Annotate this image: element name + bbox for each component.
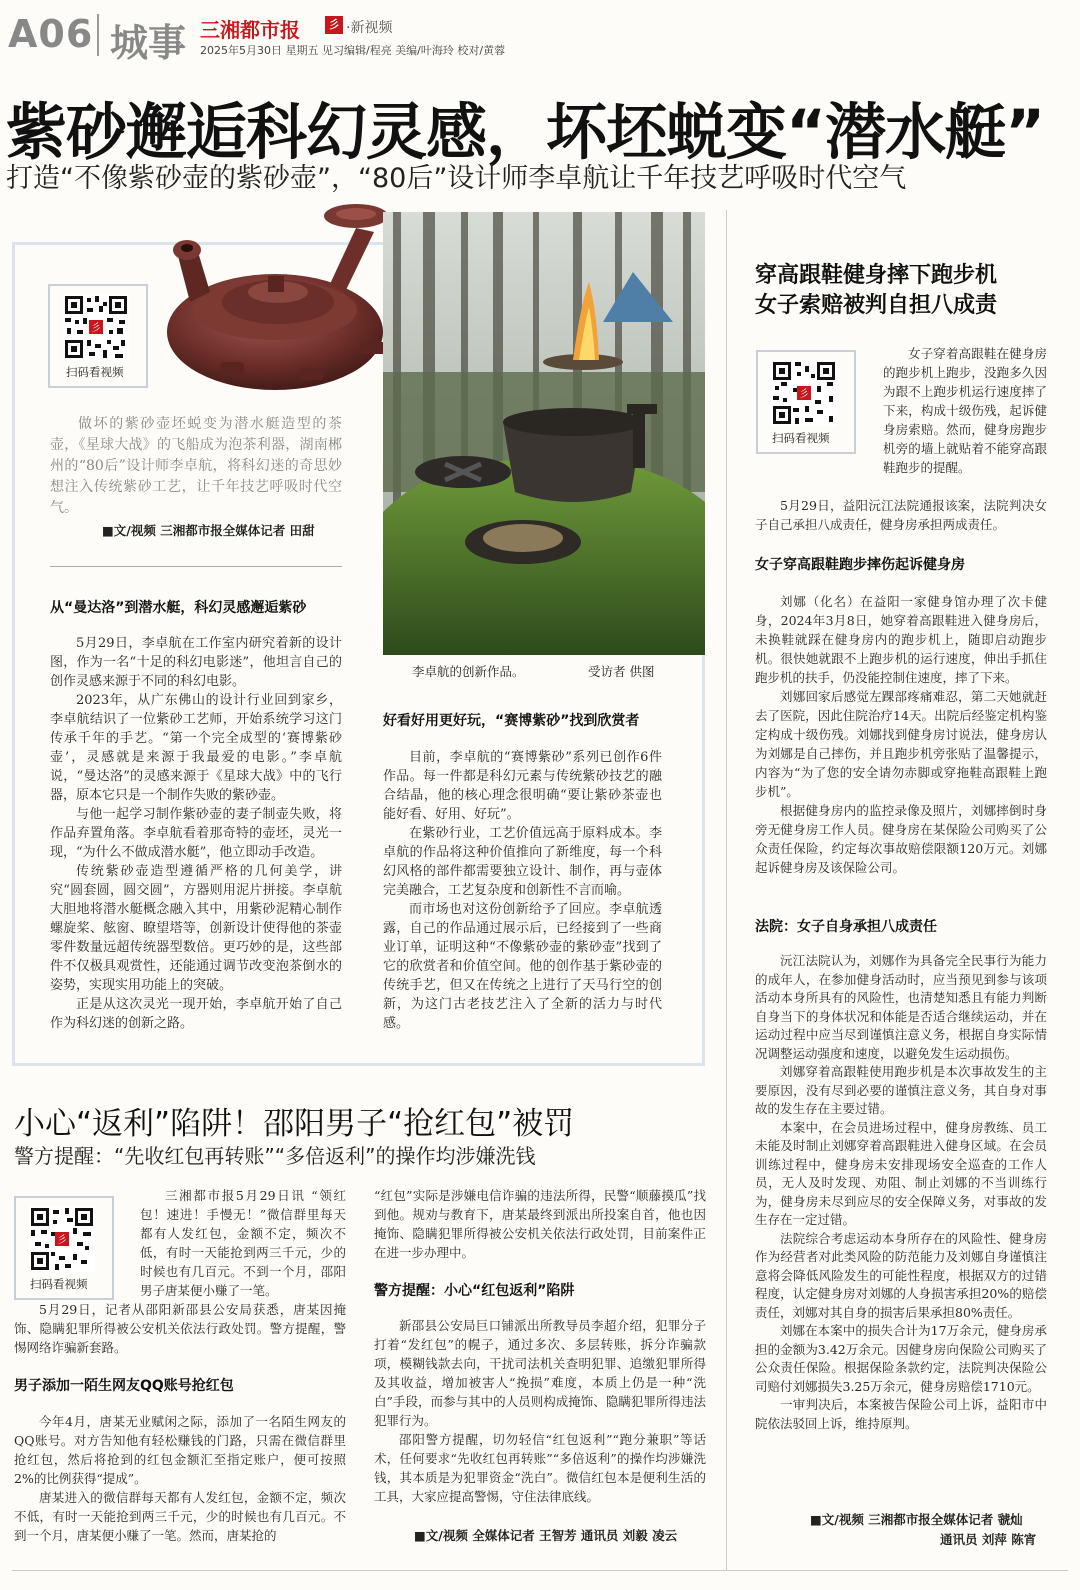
right-lead-top [883, 344, 1047, 477]
brand-name: 三湘都市报 [200, 18, 300, 42]
lower-col2-top [374, 1186, 706, 1262]
paragraph: 唐某进入的微信群每天都有人发红包，金额不定，频次不低，有时一天能抢到两三千元，少的时候也有几百元。不到一个月，唐某便小赚了一笔。然而，唐某抢的 [14, 1490, 346, 1543]
paragraph: 根据健身房内的监控录像及照片，刘娜摔倒时身旁无健身房工作人员。健身房在某保险公司购买了公众责任保险，约定每次事故赔偿限额120万元。刘娜起诉健身房及该保险公司。 [755, 803, 1047, 875]
main-byline: ■文/视频 三湘都市报全媒体记者 田甜 [102, 523, 315, 538]
divider [50, 566, 342, 567]
svg-text:彡: 彡 [799, 389, 809, 400]
page-bottom-rule [12, 1570, 1068, 1571]
right-byline-2: 通讯员 刘萍 陈宵 [940, 1532, 1037, 1547]
right-lead-bottom [755, 496, 1047, 534]
qr-code-icon [771, 360, 837, 426]
paragraph: 目前，李卓航的“赛博紫砂”系列已创作6件作品。每一件都是科幻元素与传统紫砂技艺的融合结晶，他的核心理念很明确“要让紫砂茶壶也能好看、好用、好玩”。 [383, 750, 662, 822]
paragraph: 今年4月，唐某无业赋闲之际，添加了一名陌生网友的QQ账号。对方告知他有轻松赚钱的门路，只需在微信群里抢红包，然后将抢到的红包金额汇至指定账户，便可按照2%的比例获得“提成”。 [14, 1414, 346, 1486]
paragraph: 本案中，在会员进场过程中，健身房教练、员工未能及时制止刘娜穿着高跟鞋进入健身区域。在会员训练过程中，健身房未安排现场安全巡查的工作人员，无人及时发现、劝阻、制止刘娜的不当训练行为，健身房未尽到应尽的安全保障义务，对事故的发生存在一定过错。 [755, 1119, 1047, 1227]
paragraph: 女子穿着高跟鞋在健身房的跑步机上跑步，没跑多久因为跟不上跑步机运行速度摔了下来，构成十级伤残，起诉健身房索赔。然而，健身房跑步机旁的墙上就贴着不能穿高跟鞋跑步的提醒。 [883, 346, 1047, 475]
paragraph: 5月29日，益阳沅江法院通报该案，法院判决女子自己承担八成责任，健身房承担两成责任。 [755, 498, 1047, 532]
paragraph: 5月29日，李卓航在工作室内研究着新的设计图，作为一名“十足的科幻电影迷”，他坦言自己的创作灵感来源于不同的科幻电影。 [50, 636, 342, 689]
page-number: A06 [8, 12, 94, 56]
main-subheadline: 打造“不像紫砂壶的紫砂壶”，“80后”设计师李卓航让千年技艺呼吸时代空气 [6, 163, 907, 194]
lower-section2-body [374, 1316, 706, 1506]
lower-section1-heading: 男子添加一陌生网友QQ账号抢红包 [14, 1378, 234, 1394]
paragraph: 刘娜回家后感觉左踝部疼痛难忍，第二天她就赶去了医院，因此住院治疗14天。出院后经鉴定机构鉴定构成十级伤残。刘娜找到健身房讨说法，健身房认为刘娜是自己摔伤，并且跑步机旁张贴了温馨提示，内容为“为了您的安全请勿赤脚或穿拖鞋高跟鞋上跑步机”。 [755, 689, 1047, 799]
photo-credit: 受访者 供图 [588, 664, 655, 679]
qr-label: 扫码看视频 [30, 1277, 88, 1291]
paragraph: 而市场也对这份创新给予了回应。李卓航透露，自己的作品通过展示后，已经接到了一些商业订单，证明这种“不像紫砂壶的紫砂壶”找到了它的欣赏者和价值空间。他的创作基于紫砂壶的传统手艺，但又在传统之上进行了天马行空的创新，为这门古老技艺注入了全新的活力与时代感。 [383, 902, 662, 1031]
paragraph: 5月29日，记者从邵阳新邵县公安局获悉，唐某因掩饰、隐瞒犯罪所得被公安机关依法行政处罚。警方提醒，警惕网络诈骗新套路。 [14, 1302, 346, 1355]
paragraph: 三湘都市报5月29日讯 “领红包！速进！手慢无！”微信群里每天都有人发红包，金额不定，频次不低，有时一天能抢到两三千元，少的时候也有几百元。不到一个月，邵阳男子唐某便小赚了一笔。 [140, 1188, 346, 1298]
main-headline: 紫砂邂逅科幻灵感，坏坯蜕变“潜水艇” [6, 97, 1045, 168]
headline-line: 穿高跟鞋健身摔下跑步机 [755, 263, 998, 288]
product-photo [383, 212, 705, 655]
right-section2-heading: 法院：女子自身承担八成责任 [755, 919, 937, 935]
qr-code-icon [29, 1206, 95, 1272]
qr-code-icon [63, 294, 129, 360]
qr-label: 扫码看视频 [772, 431, 830, 445]
column-divider [726, 210, 727, 1570]
right-section1-heading: 女子穿高跟鞋跑步摔伤起诉健身房 [755, 557, 965, 573]
paragraph: 正是从这次灵光一现开始，李卓航开始了自己作为科幻迷的创新之路。 [50, 997, 342, 1031]
lower-section1-body [14, 1412, 346, 1545]
lower-qr-block[interactable] [14, 1196, 114, 1300]
paragraph: 刘娜穿着高跟鞋使用跑步机是本次事故发生的主要原因，没有尽到必要的谨慎注意义务，其自身对事故的发生存在主要过错。 [755, 1064, 1047, 1116]
main-section1-body [50, 634, 342, 1033]
paragraph: 新邵县公安局巨口铺派出所教导员李超介绍，犯罪分子打着“发红包”的幌子，通过多次、多层转账，拆分诈骗款项，模糊钱款去向，干扰司法机关查明犯罪、追缴犯罪所得及其收益，增加被害人“挽损”难度，本质上仍是一种“洗白”手段，而参与其中的人员则构成掩饰、隐瞒犯罪所得违法犯罪行为。 [374, 1318, 706, 1428]
right-section2-body [755, 952, 1047, 1433]
right-byline: ■文/视频 三湘都市报全媒体记者 虢灿 [810, 1512, 1023, 1527]
brand-logo-icon: 彡 [325, 16, 343, 34]
svg-text:彡: 彡 [57, 1235, 67, 1246]
paragraph: 一审判决后，本案被告保险公司上诉，益阳市中院依法驳回上诉，维持原判。 [755, 1397, 1047, 1431]
main-section1-heading: 从“曼达洛”到潜水艇，科幻灵感邂逅紫砂 [50, 600, 307, 616]
paragraph: 2023年，从广东佛山的设计行业回到家乡，李卓航结识了一位紫砂工艺师，开始系统学习这门传承千年的手艺。“第一个完全成型的‘赛博紫砂壶’，灵感就是来源于我最爱的电影。”李卓航说，“曼达洛”的灵感来源于《星球大战》中的飞行器，原本它只是一个制作失败的紫砂壶。 [50, 693, 342, 803]
main-section2-body [383, 748, 662, 1033]
qr-label: 扫码看视频 [66, 365, 124, 379]
lower-section2-heading: 警方提醒：小心“红包返利”陷阱 [374, 1283, 575, 1299]
headline-line: 女子索赔被判自担八成责 [755, 293, 998, 318]
video-label: ·新视频 [346, 20, 393, 36]
paragraph: 沅江法院认为，刘娜作为具备完全民事行为能力的成年人，在参加健身活动时，应当预见到参与该项活动本身所具有的风险性，也清楚知悉且有能力判断自身当下的身体状况和体能是否适合继续运动，并在运动过程中应当尽到谨慎注意义务，根据自身实际情况调整运动强度和速度，以避免发生运动损伤。 [755, 953, 1047, 1061]
paragraph: 法院综合考虑运动本身所存在的风险性、健身房作为经营者对此类风险的防范能力及刘娜自身谨慎注意将会降低风险发生的可能性程度，根据双方的过错程度，认定健身房对刘娜的人身损害承担20%的赔偿责任，刘娜对其自身的损害后果承担80%责任。 [755, 1230, 1047, 1320]
photo-illustration [383, 212, 705, 655]
teapot-illustration [160, 192, 392, 406]
header-divider [97, 14, 99, 56]
svg-text:彡: 彡 [91, 323, 101, 334]
right-qr-block[interactable] [756, 350, 856, 454]
lower-byline: ■文/视频 全媒体记者 王智芳 通讯员 刘毅 凌云 [414, 1528, 678, 1543]
lower-story-subheadline: 警方提醒：“先收红包再转账”“多倍返利”的操作均涉嫌洗钱 [14, 1144, 536, 1168]
lower-intro-top [140, 1186, 346, 1300]
lower-intro-bottom [14, 1300, 346, 1357]
right-section1-body [755, 592, 1047, 877]
photo-caption: 李卓航的创新作品。 [412, 664, 525, 679]
paragraph: “红包”实际是涉嫌电信诈骗的违法所得，民警“顺藤摸瓜”找到他。规劝与教育下，唐某最终到派出所投案自首，他也因掩饰、隐瞒犯罪所得被公安机关依法行政处罚，目前案件正在进一步办理中。 [374, 1188, 706, 1260]
section-name: 城事 [110, 21, 187, 65]
paragraph: 邵阳警方提醒，切勿轻信“红包返利”“跑分兼职”等话术，任何要求“先收红包再转账”“多倍返利”的操作均涉嫌洗钱，其本质是为犯罪资金“洗白”。微信红包本是便利生活的工具，大家应提高警惕，守住法律底线。 [374, 1432, 706, 1504]
main-section2-heading: 好看好用更好玩，“赛博紫砂”找到欣赏者 [383, 713, 640, 729]
lower-story-headline: 小心“返利”陷阱！邵阳男子“抢红包”被罚 [14, 1106, 575, 1142]
paragraph: 与他一起学习制作紫砂壶的妻子制壶失败，将作品弃置角落。李卓航看着那奇特的壶坯，灵光一现，“为什么不做成潜水艇”，他立即动手改造。 [50, 807, 342, 860]
issue-meta: 2025年5月30日 星期五 见习编辑/程亮 美编/叶海玲 校对/黄蓉 [200, 44, 506, 57]
paragraph: 传统紫砂壶造型遵循严格的几何美学，讲究“圆套圆，圆交圆”，方器则用泥片拼接。李卓航大胆地将潜水艇概念融入其中，用紫砂泥精心制作螺旋桨、舷窗、瞭望塔等，创新设计使得他的茶壶零件数量远超传统器型数倍。更巧妙的是，这些部件不仅极具观赏性，还能通过调节改变泡茶倒水的姿势，实现实用功能上的突破。 [50, 864, 342, 993]
main-lead: 做坏的紫砂壶坯蜕变为潜水艇造型的茶壶，《星球大战》的飞船成为泡茶利器，湖南郴州的“80后”设计师李卓航，将科幻迷的奇思妙想注入传统紫砂工艺，让千年技艺呼吸时代空气。 [50, 416, 342, 516]
paragraph: 刘娜在本案中的损失合计为17万余元，健身房承担的金额为3.42万余元。因健身房向保险公司购买了公众责任保险。根据保险条款约定，法院判决保险公司赔付刘娜损失3.25万余元，健身房赔偿1710元。 [755, 1323, 1047, 1394]
right-story-headline [755, 261, 1055, 321]
paragraph: 在紫砂行业，工艺价值远高于原料成本。李卓航的作品将这种价值推向了新维度，每一个科幻风格的部件都需要独立设计、制作，再与壶体完美融合，工艺复杂度和创新性不言而喻。 [383, 826, 662, 898]
paragraph: 刘娜（化名）在益阳一家健身馆办理了次卡健身，2024年3月8日，她穿着高跟鞋进入健身房后，未换鞋就踩在健身房内的跑步机上，随即启动跑步机。很快她就跟不上跑步机的运行速度，伸出手抓住跑步机的扶手，仍没能控制住速度，摔了下来。 [755, 594, 1047, 685]
main-qr-block[interactable] [48, 284, 148, 388]
